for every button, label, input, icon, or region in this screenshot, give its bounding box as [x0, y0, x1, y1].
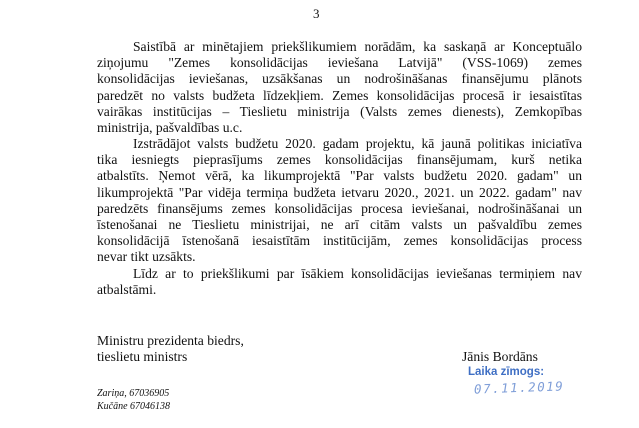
paragraph-2-line: tika iesniegts pieprasījums zemes konsolidācijas finansējumam, kurš netika — [97, 152, 582, 168]
paragraph-2-line: paredzēts finansējums zemes konsolidācijas procesa ieviešanai, nodrošināšanai un — [97, 200, 582, 216]
paragraph-2-line: nevar tikt uzsākts. — [97, 249, 196, 265]
paragraph-1-line: konsolidācijas ieviešanas, uzsākšanas un nodrošināšanas finansējumu plānots — [97, 71, 582, 87]
paragraph-1-line: paredzēt no valsts budžeta līdzekļiem. Zemes konsolidācijas procesā ir iesaistītas — [97, 87, 582, 103]
paragraph-3 — [97, 266, 582, 298]
paragraph-2-line: Izstrādājot valsts budžetu 2020. gadam projektu, kā jaunā politikas iniciatīva — [133, 136, 582, 151]
timestamp-date: 07.11.2019 — [473, 378, 565, 397]
signer-role-line2: tieslietu ministrs — [97, 349, 188, 365]
signer-name: Jānis Bordāns — [462, 349, 538, 364]
contact-info — [97, 388, 170, 413]
paragraph-3-line: atbalstāmi. — [97, 282, 157, 298]
paragraph-2-line: atbalstīts. Ņemot vērā, ka likumprojektā "Par valsts budžetu 2020. gadam" un — [97, 168, 582, 184]
paragraph-1-line: ministrija, pašvaldības u.c. — [97, 120, 243, 136]
timestamp-label: Laika zīmogs: — [468, 366, 545, 378]
contact-line-1: Zariņa, 67036905 — [97, 388, 170, 399]
paragraph-2-line: likumprojektā "Par vidēja termiņa budžeta ietvaru 2020., 2021. un 2022. gadam" nav — [97, 184, 582, 200]
paragraph-2 — [97, 136, 582, 266]
paragraph-2-line: īstenošanai ne Tieslietu ministrijai, ne arī citām valsts un pašvaldību zemes — [97, 217, 582, 233]
paragraph-1-line: vairākas institūcijas – Tieslietu ministrija (Valsts zemes dienests), Zemkopības — [97, 103, 582, 119]
paragraph-1-line: Saistībā ar minētajiem priekšlikumiem norādām, ka saskaņā ar Konceptuālo — [133, 39, 582, 54]
paragraph-3-line: Līdz ar to priekšlikumi par īsākiem konsolidācijas ieviešanas termiņiem nav — [133, 266, 582, 281]
paragraph-2-line: konsolidācijā īstenošanā iesaistītām institūcijām, zemes konsolidācijas process — [97, 233, 582, 249]
page-number: 3 — [313, 6, 320, 21]
signer-role — [97, 333, 244, 365]
paragraph-1-line: ziņojumu "Zemes konsolidācijas ieviešana Latvijā" (VSS-1069) zemes — [97, 55, 582, 71]
signer-role-line1: Ministru prezidenta biedrs, — [97, 333, 244, 348]
contact-line-2: Kučāne 67046138 — [97, 400, 171, 412]
paragraph-1 — [97, 39, 582, 136]
